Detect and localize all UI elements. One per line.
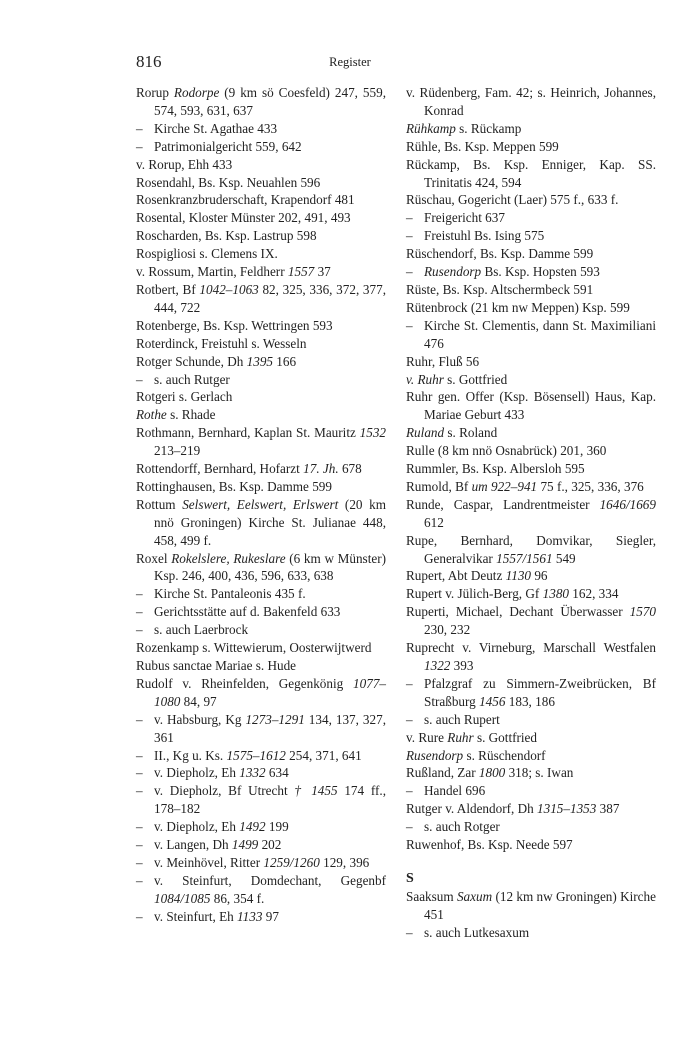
- index-entry: [406, 764, 656, 782]
- index-entry: [136, 245, 386, 263]
- entry-text: II., Kg u. Ks.: [154, 747, 227, 763]
- entry-text: 549: [552, 550, 576, 566]
- index-entry: [136, 424, 386, 460]
- entry-text: Rorup: [136, 85, 174, 100]
- index-entry: [406, 156, 656, 192]
- index-subentry: [406, 263, 656, 281]
- section-letter: S: [406, 870, 414, 886]
- entry-text: Rupert v. Jülich-Berg, Gf: [406, 586, 543, 602]
- index-subentry: [406, 227, 656, 245]
- entry-text: Saaksum: [406, 888, 457, 904]
- entry-text: 199: [265, 819, 289, 835]
- index-entry: [406, 299, 656, 317]
- entry-italic-text: Rokelslere, Rukeslare: [171, 550, 286, 566]
- index-subentry: [136, 854, 386, 872]
- entry-text: Rumold, Bf: [406, 478, 472, 494]
- index-entry: [406, 585, 656, 603]
- entry-italic-text: Rodorpe: [173, 85, 220, 100]
- entry-italic-text: 1077–1080: [154, 675, 386, 709]
- index-entry: [406, 478, 656, 496]
- entry-text: Rotger Schunde, Dh: [136, 353, 247, 369]
- index-subentry: [136, 764, 386, 782]
- index-entry: [406, 532, 656, 568]
- index-subentry: [136, 836, 386, 854]
- entry-text: Rotbert, Bf: [136, 281, 200, 297]
- entry-text: v. Steinfurt, Eh: [154, 908, 238, 924]
- entry-text: s. Rüschendorf: [463, 747, 546, 763]
- index-entry: [406, 191, 656, 209]
- index-entry: [406, 800, 656, 818]
- entry-text: Rückamp, Bs. Ksp. Enniger, Kap. SS. Trinitatis 424, 594: [406, 156, 656, 190]
- entry-text: s. auch Rotger: [424, 819, 500, 835]
- entry-text: (12 km nw Groningen) Kirche 451: [424, 888, 656, 922]
- entry-text: v. Steinfurt, Domdechant, Gegenbf: [154, 872, 386, 888]
- entry-text: Kirche St. Agathae 433: [154, 120, 278, 136]
- index-subentry: [406, 782, 656, 800]
- entry-italic-text: Rühkamp: [406, 120, 456, 136]
- entry-text: Ruwenhof, Bs. Ksp. Neede 597: [406, 837, 573, 853]
- index-entry: [136, 209, 386, 227]
- entry-text: v. Diepholz, Eh: [154, 819, 240, 835]
- entry-text: Roscharden, Bs. Ksp. Lastrup 598: [136, 228, 317, 244]
- index-entry: [406, 496, 656, 532]
- entry-italic-text: Rusendorp: [406, 747, 464, 763]
- entry-italic-text: 1570: [629, 604, 656, 620]
- index-entry: [406, 371, 656, 389]
- entry-text: s. Gottfried: [443, 371, 508, 387]
- entry-text: Rütenbrock (21 km nw Meppen) Ksp. 599: [406, 299, 630, 315]
- index-subentry: [136, 120, 386, 138]
- entry-text: Rüschau, Gogericht (Laer) 575 f., 633 f.: [406, 192, 619, 208]
- entry-text: 318; s. Iwan: [505, 765, 574, 781]
- entry-text: s. auch Lutkesaxum: [424, 924, 530, 940]
- entry-italic-text: 1042–1063: [199, 281, 259, 297]
- index-subentry: [406, 711, 656, 729]
- running-head: Register: [329, 55, 371, 69]
- entry-text: 129, 396: [319, 854, 370, 870]
- index-entry: [406, 442, 656, 460]
- entry-text: Rupert, Abt Deutz: [406, 568, 506, 584]
- entry-italic-text: 17. Jh.: [303, 461, 339, 477]
- entry-text: Kirche St. Clementis, dann St. Maximiliani 476: [424, 317, 656, 351]
- entry-text: 75 f., 325, 336, 376: [537, 478, 644, 494]
- entry-text: Gerichtsstätte auf d. Bakenfeld 633: [154, 604, 341, 620]
- entry-italic-text: 1130: [505, 568, 532, 584]
- index-entry: [406, 120, 656, 138]
- entry-text: s. Rückamp: [455, 120, 522, 136]
- index-subentry: [136, 138, 386, 156]
- entry-italic-text: 1557/1561: [496, 550, 553, 566]
- entry-text: v. Rüdenberg, Fam. 42; s. Heinrich, Johannes, Konrad: [406, 85, 656, 118]
- index-subentry: [136, 711, 386, 747]
- index-entry: [136, 657, 386, 675]
- entry-text: Kirche St. Pantaleonis 435 f.: [154, 586, 306, 602]
- entry-italic-text: Saxum: [456, 888, 493, 904]
- entry-italic-text: 1084/1085: [154, 890, 211, 906]
- entry-text: s. Rhade: [166, 407, 216, 423]
- entry-text: Rosenkranzbruderschaft, Krapendorf 481: [136, 192, 355, 208]
- index-entry: [136, 353, 386, 371]
- entry-text: Rotenberge, Bs. Ksp. Wettringen 593: [136, 317, 333, 333]
- entry-text: Bs. Ksp. Hopsten 593: [481, 264, 600, 280]
- index-subentry: [136, 747, 386, 765]
- index-entry: [136, 263, 386, 281]
- entry-text: Rubus sanctae Mariae s. Hude: [136, 658, 297, 673]
- index-entry: [136, 496, 386, 550]
- entry-text: 37: [314, 264, 331, 280]
- entry-text: 202: [258, 837, 282, 853]
- entry-text: (6 km w Münster) Ksp. 246, 400, 436, 596, 633, 638: [154, 550, 386, 584]
- index-entry: [406, 729, 656, 747]
- entry-text: Rottinghausen, Bs. Ksp. Damme 599: [136, 478, 332, 494]
- index-entry: [406, 836, 656, 854]
- entry-text: 678: [338, 461, 362, 477]
- index-entry: [406, 567, 656, 585]
- index-entry: [136, 227, 386, 245]
- entry-text: Pfalzgraf zu Simmern-Zweibrücken, Bf Straßburg: [424, 675, 656, 709]
- page-number: 816: [136, 52, 162, 71]
- entry-italic-text: 1532: [359, 425, 386, 441]
- entry-italic-text: † 1455: [294, 783, 338, 799]
- entry-italic-text: 1315–1353: [537, 801, 597, 817]
- index-subentry: [406, 924, 656, 942]
- entry-text: Rosendahl, Bs. Ksp. Neuahlen 596: [136, 174, 321, 190]
- entry-text: v. Diepholz, Eh: [154, 765, 240, 781]
- entry-text: 84, 97: [180, 693, 217, 709]
- entry-text: 183, 186: [505, 693, 555, 709]
- index-entry: [136, 550, 386, 586]
- index-entry: [406, 747, 656, 765]
- entry-italic-text: um 922–941: [471, 478, 538, 494]
- entry-text: Ruhr, Fluß 56: [406, 353, 480, 369]
- index-entry: [136, 388, 386, 406]
- index-subentry: [406, 818, 656, 836]
- entry-text: Handel 696: [424, 783, 486, 799]
- index-subentry: [136, 603, 386, 621]
- entry-italic-text: Ruland: [406, 425, 445, 441]
- entry-text: 134, 137, 327, 361: [154, 711, 386, 745]
- entry-text: Ruperti, Michael, Dechant Überwasser: [406, 604, 630, 620]
- index-subentry: [136, 782, 386, 818]
- index-column-left: [136, 84, 386, 926]
- entry-text: Rozenkamp s. Wittewierum, Oosterwijtwerd: [136, 640, 372, 656]
- entry-text: 387: [596, 801, 620, 817]
- entry-text: v. Diepholz, Bf Utrecht: [154, 783, 295, 799]
- index-subentry: [136, 908, 386, 926]
- index-entry: [406, 603, 656, 639]
- entry-text: Rotgeri s. Gerlach: [136, 389, 233, 405]
- index-subentry: [136, 585, 386, 603]
- entry-text: 230, 232: [424, 622, 471, 638]
- entry-text: v. Rure: [406, 729, 448, 745]
- entry-text: 96: [531, 568, 548, 584]
- entry-italic-text: Rusendorp: [424, 264, 482, 280]
- entry-italic-text: 1575–1612: [226, 747, 286, 763]
- entry-text: Rothmann, Bernhard, Kaplan St. Mauritz: [136, 425, 360, 441]
- index-entry: [136, 317, 386, 335]
- index-entry: [406, 388, 656, 424]
- entry-text: Roterdinck, Freistuhl s. Wesseln: [136, 335, 307, 351]
- index-entry: [406, 460, 656, 478]
- entry-text: Roxel: [136, 550, 172, 566]
- entry-italic-text: 1557: [287, 264, 315, 280]
- entry-text: 393: [450, 658, 474, 673]
- index-subentry: [406, 209, 656, 227]
- index-entry: [406, 84, 656, 120]
- index-entry: [136, 191, 386, 209]
- entry-text: s. Roland: [444, 425, 498, 441]
- entry-text: Rüste, Bs. Ksp. Altschermbeck 591: [406, 281, 594, 297]
- index-entry: [406, 138, 656, 156]
- entry-text: 254, 371, 641: [285, 747, 362, 763]
- index-entry: [136, 406, 386, 424]
- entry-italic-text: 1499: [231, 837, 259, 853]
- entry-italic-text: 1259/1260: [263, 854, 320, 870]
- entry-italic-text: 1800: [478, 765, 506, 781]
- index-entry: [136, 281, 386, 317]
- entry-italic-text: v. Ruhr: [406, 371, 444, 387]
- entry-italic-text: 1380: [542, 586, 569, 602]
- entry-text: v. Langen, Dh: [154, 837, 232, 853]
- entry-text: s. Gottfried: [473, 729, 538, 745]
- index-entry: [136, 84, 386, 120]
- entry-italic-text: 1456: [479, 693, 506, 709]
- index-subentry: [406, 317, 656, 353]
- index-entry: [406, 639, 656, 675]
- entry-text: 213–219: [154, 443, 201, 459]
- entry-text: 166: [273, 353, 297, 369]
- entry-text: 612: [424, 514, 444, 530]
- entry-text: v. Habsburg, Kg: [154, 711, 246, 727]
- index-subentry: [136, 818, 386, 836]
- index-entry: [136, 639, 386, 657]
- index-entry: [136, 675, 386, 711]
- index-entry: [406, 281, 656, 299]
- index-entry: [136, 156, 386, 174]
- entry-italic-text: 1273–1291: [245, 711, 305, 727]
- entry-text: Rospigliosi s. Clemens IX.: [136, 246, 278, 262]
- entry-text: Rußland, Zar: [406, 765, 479, 781]
- entry-text: Rottum: [136, 496, 183, 512]
- entry-text: Rupe, Bernhard, Domvikar, Siegler, Generalvikar: [406, 532, 656, 566]
- entry-text: Patrimonialgericht 559, 642: [154, 138, 302, 154]
- index-entry: [136, 478, 386, 496]
- index-entry: [406, 424, 656, 442]
- index-subentry: [406, 675, 656, 711]
- entry-italic-text: 1492: [239, 819, 266, 835]
- entry-text: 82, 325, 336, 372, 377, 444, 722: [154, 281, 386, 315]
- index-entry: [136, 335, 386, 353]
- index-entry: [406, 245, 656, 263]
- index-column-right: [406, 84, 656, 942]
- entry-text: Ruhr gen. Offer (Ksp. Bösensell) Haus, Kap. Mariae Geburt 433: [406, 389, 656, 423]
- entry-text: Rüschendorf, Bs. Ksp. Damme 599: [406, 246, 594, 262]
- entry-text: Rühle, Bs. Ksp. Meppen 599: [406, 138, 559, 154]
- index-subentry: [136, 872, 386, 908]
- index-subentry: [136, 621, 386, 639]
- entry-text: Freigericht 637: [424, 210, 505, 226]
- entry-italic-text: Selswert, Eelswert, Erlswert: [182, 496, 339, 512]
- index-entry: [406, 888, 656, 924]
- entry-italic-text: 1133: [237, 908, 263, 924]
- entry-text: Rulle (8 km nnö Osnabrück) 201, 360: [406, 443, 607, 459]
- entry-text: v. Rossum, Martin, Feldherr: [136, 264, 288, 280]
- entry-text: Runde, Caspar, Landrentmeister: [406, 496, 600, 512]
- entry-italic-text: 1322: [424, 658, 451, 673]
- entry-text: Rudolf v. Rheinfelden, Gegenkönig: [136, 675, 354, 691]
- entry-text: Rottendorff, Bernhard, Hofarzt: [136, 461, 304, 477]
- entry-italic-text: Ruhr: [447, 729, 474, 745]
- entry-text: s. auch Rupert: [424, 711, 500, 727]
- entry-italic-text: 1395: [246, 353, 273, 369]
- entry-italic-text: 1646/1669: [599, 496, 656, 512]
- index-entry: [406, 353, 656, 371]
- entry-text: 97: [262, 908, 279, 924]
- entry-text: 86, 354 f.: [210, 890, 265, 906]
- entry-text: Rutger v. Aldendorf, Dh: [406, 801, 537, 817]
- entry-text: s. auch Laerbrock: [154, 622, 249, 638]
- entry-text: (9 km sö Coesfeld) 247, 559, 574, 593, 631, 637: [154, 85, 386, 118]
- index-subentry: [136, 371, 386, 389]
- entry-italic-text: 1332: [239, 765, 266, 781]
- entry-text: v. Meinhövel, Ritter: [154, 854, 264, 870]
- entry-text: 162, 334: [569, 586, 619, 602]
- entry-text: Freistuhl Bs. Ising 575: [424, 228, 545, 244]
- entry-text: v. Rorup, Ehh 433: [136, 156, 233, 172]
- entry-text: s. auch Rutger: [154, 371, 230, 387]
- index-entry: [136, 174, 386, 192]
- entry-text: Ruprecht v. Virneburg, Marschall Westfalen: [406, 640, 656, 656]
- index-entry: [136, 460, 386, 478]
- entry-text: Rummler, Bs. Ksp. Albersloh 595: [406, 461, 585, 477]
- entry-text: 634: [265, 765, 289, 781]
- entry-text: 174 ff., 178–182: [154, 783, 386, 817]
- entry-italic-text: Rothe: [136, 407, 167, 423]
- entry-text: (20 km nnö Groningen) Kirche St. Julianae 448, 458, 499 f.: [154, 496, 386, 548]
- entry-text: Rosental, Kloster Münster 202, 491, 493: [136, 210, 351, 226]
